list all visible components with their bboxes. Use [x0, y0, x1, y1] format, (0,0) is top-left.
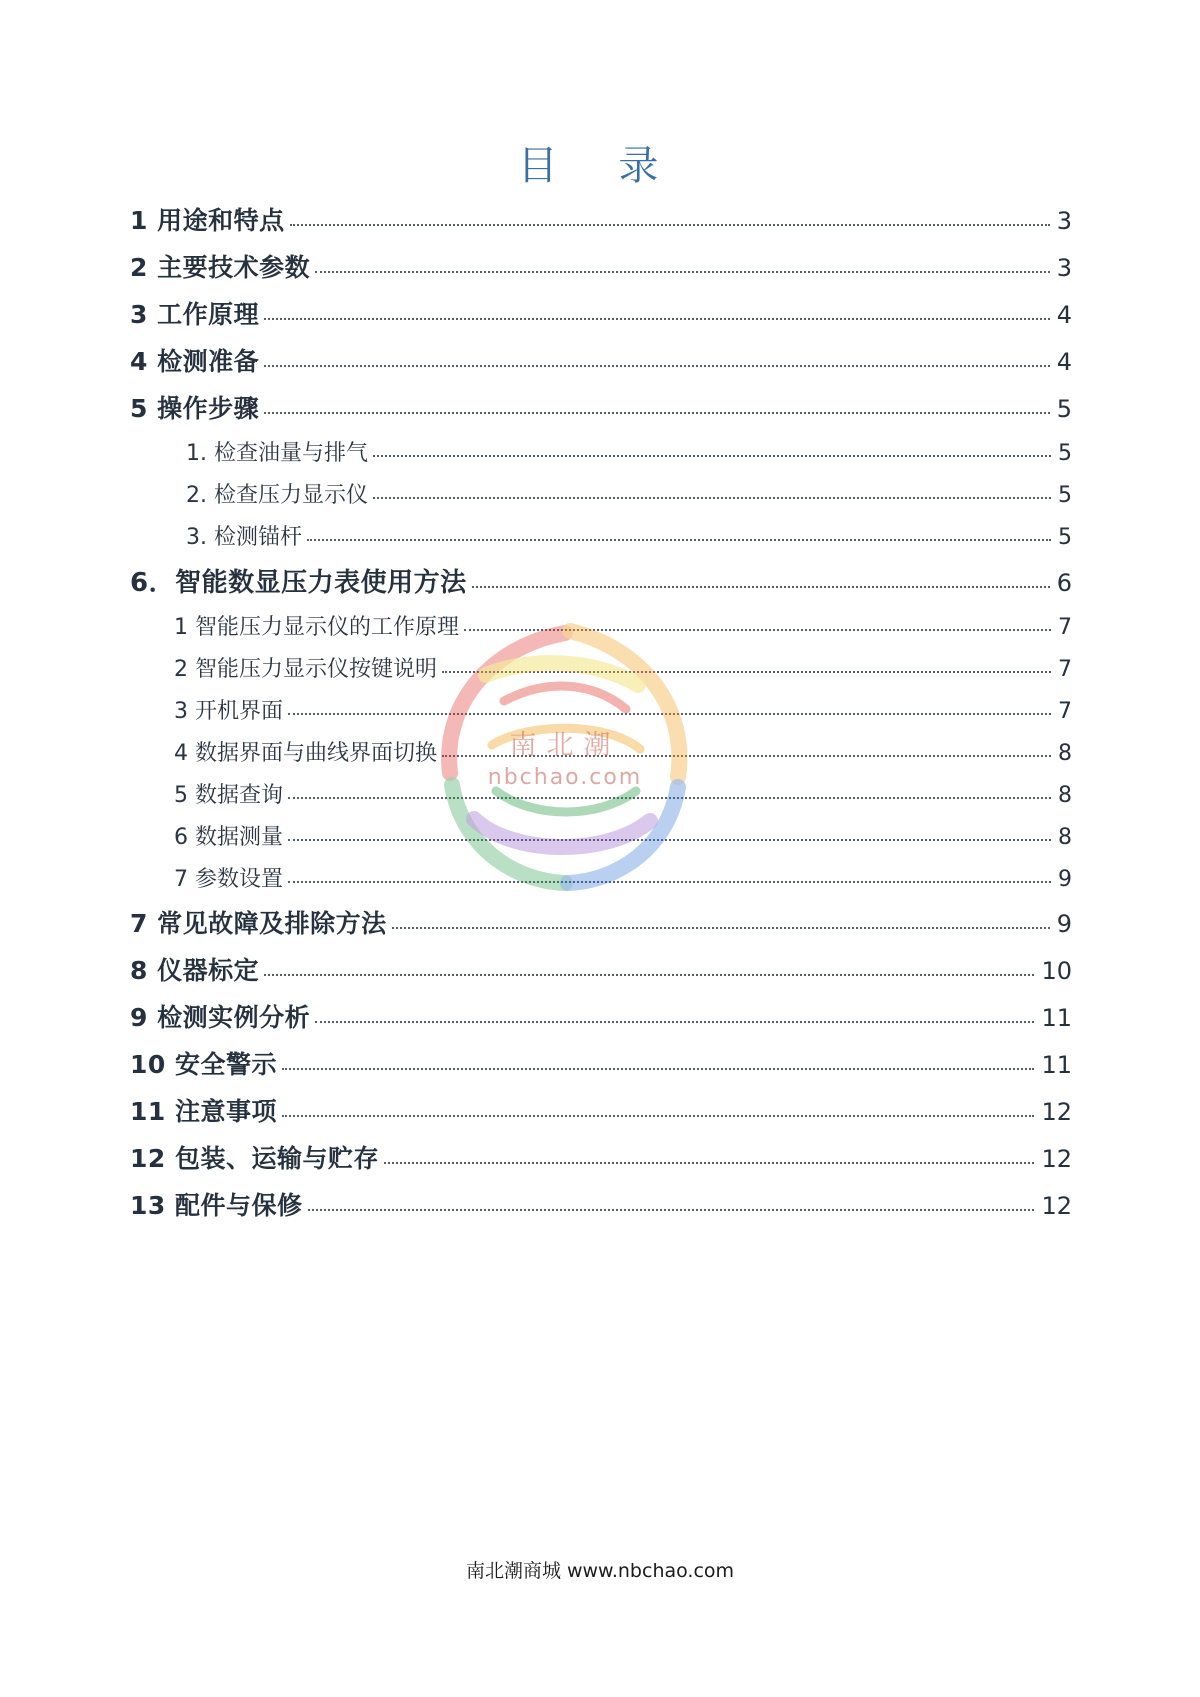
toc-entry[interactable]	[130, 389, 1072, 425]
toc-entry-label: 5 数据查询	[174, 783, 283, 808]
toc-entry[interactable]	[130, 201, 1072, 237]
toc-entry-page: 6	[1056, 569, 1072, 597]
toc-leader	[282, 1067, 1034, 1070]
toc-leader	[315, 1020, 1034, 1023]
toc-entry[interactable]	[130, 478, 1072, 509]
toc-entry-page: 7	[1058, 615, 1072, 640]
toc-entry-label: 1 智能压力显示仪的工作原理	[174, 615, 459, 640]
toc-entry-page: 12	[1041, 1098, 1072, 1126]
toc-leader	[264, 317, 1050, 320]
toc-entry-label: 6．智能数显压力表使用方法	[130, 568, 467, 598]
toc-entry[interactable]	[130, 342, 1072, 378]
toc-entry-label: 1 用途和特点	[130, 206, 285, 235]
toc-entry-page: 3	[1056, 207, 1072, 235]
toc-leader	[442, 670, 1051, 673]
toc-entry[interactable]	[130, 951, 1072, 987]
toc-entry[interactable]	[130, 998, 1072, 1034]
toc-list	[112, 201, 1088, 1222]
page-footer: 南北潮商城 www.nbchao.com	[465, 1560, 735, 1582]
toc-container	[112, 96, 1088, 1496]
toc-leader	[373, 496, 1051, 499]
toc-entry-page: 7	[1058, 657, 1072, 682]
toc-entry-page: 7	[1058, 699, 1072, 724]
toc-entry-page: 8	[1058, 741, 1072, 766]
toc-leader	[288, 838, 1051, 841]
toc-entry[interactable]	[130, 820, 1072, 851]
toc-entry-page: 5	[1058, 441, 1072, 466]
toc-entry-page: 5	[1058, 483, 1072, 508]
toc-entry-page: 8	[1058, 783, 1072, 808]
toc-entry-label: 3 工作原理	[130, 300, 260, 329]
toc-leader	[392, 926, 1050, 929]
toc-entry-label: 12 包装、运输与贮存	[130, 1144, 379, 1173]
toc-entry[interactable]	[130, 736, 1072, 767]
toc-leader	[472, 585, 1050, 588]
toc-entry-label: 3 开机界面	[174, 699, 283, 724]
toc-entry-label: 6 数据测量	[174, 825, 283, 850]
toc-entry[interactable]	[130, 562, 1072, 599]
toc-entry[interactable]	[130, 436, 1072, 467]
toc-entry-label: 11 注意事项	[130, 1097, 277, 1126]
toc-entry-page: 11	[1041, 1051, 1072, 1079]
toc-entry[interactable]	[130, 295, 1072, 331]
toc-leader	[373, 454, 1051, 457]
toc-entry-page: 9	[1058, 867, 1072, 892]
toc-leader	[442, 754, 1051, 757]
toc-leader	[290, 223, 1050, 226]
toc-entry-page: 4	[1056, 348, 1072, 376]
toc-leader	[264, 973, 1034, 976]
toc-entry-page: 8	[1058, 825, 1072, 850]
toc-leader	[288, 880, 1051, 883]
toc-entry[interactable]	[130, 652, 1072, 683]
toc-entry-page: 12	[1041, 1192, 1072, 1220]
toc-entry[interactable]	[130, 862, 1072, 893]
toc-entry-label: 2 主要技术参数	[130, 253, 311, 282]
toc-leader	[308, 1208, 1035, 1211]
toc-leader	[384, 1161, 1034, 1164]
toc-entry-page: 4	[1056, 301, 1072, 329]
toc-entry[interactable]	[130, 520, 1072, 551]
toc-entry-label: 8 仪器标定	[130, 956, 260, 985]
toc-entry[interactable]	[130, 1186, 1072, 1222]
toc-entry-page: 3	[1056, 254, 1072, 282]
toc-entry-label: 1. 检查油量与排气	[186, 441, 368, 466]
toc-leader	[307, 538, 1051, 541]
toc-entry-label: 4 数据界面与曲线界面切换	[174, 741, 437, 766]
toc-entry[interactable]	[130, 610, 1072, 641]
toc-entry[interactable]	[130, 248, 1072, 284]
toc-entry-label: 3. 检测锚杆	[186, 525, 302, 550]
toc-entry-page: 11	[1041, 1004, 1072, 1032]
toc-entry-label: 2 智能压力显示仪按键说明	[174, 657, 437, 682]
toc-leader	[288, 796, 1051, 799]
toc-entry-page: 10	[1041, 957, 1072, 985]
toc-entry[interactable]	[130, 778, 1072, 809]
toc-entry[interactable]	[130, 904, 1072, 940]
toc-entry-page: 9	[1056, 910, 1072, 938]
toc-entry-label: 13 配件与保修	[130, 1191, 303, 1220]
toc-entry[interactable]	[130, 1045, 1072, 1081]
toc-leader	[464, 628, 1051, 631]
toc-entry[interactable]	[130, 694, 1072, 725]
toc-leader	[288, 712, 1051, 715]
page-title: 目 录	[517, 143, 683, 189]
toc-leader	[282, 1114, 1034, 1117]
toc-entry[interactable]	[130, 1092, 1072, 1128]
toc-entry-label: 7 参数设置	[174, 867, 283, 892]
toc-entry[interactable]	[130, 1139, 1072, 1175]
toc-entry-label: 10 安全警示	[130, 1050, 277, 1079]
toc-entry-label: 2. 检查压力显示仪	[186, 483, 368, 508]
toc-entry-page: 5	[1056, 395, 1072, 423]
toc-entry-label: 4 检测准备	[130, 347, 260, 376]
watermark-text: 南北潮	[509, 730, 621, 761]
toc-entry-label: 5 操作步骤	[130, 394, 260, 423]
toc-entry-page: 5	[1058, 525, 1072, 550]
toc-leader	[264, 411, 1050, 414]
toc-entry-label: 7 常见故障及排除方法	[130, 909, 387, 938]
watermark-subtext: nbchao.com	[487, 765, 643, 790]
toc-leader	[315, 270, 1050, 273]
toc-leader	[264, 364, 1050, 367]
toc-entry-label: 9 检测实例分析	[130, 1003, 311, 1032]
toc-entry-page: 12	[1041, 1145, 1072, 1173]
